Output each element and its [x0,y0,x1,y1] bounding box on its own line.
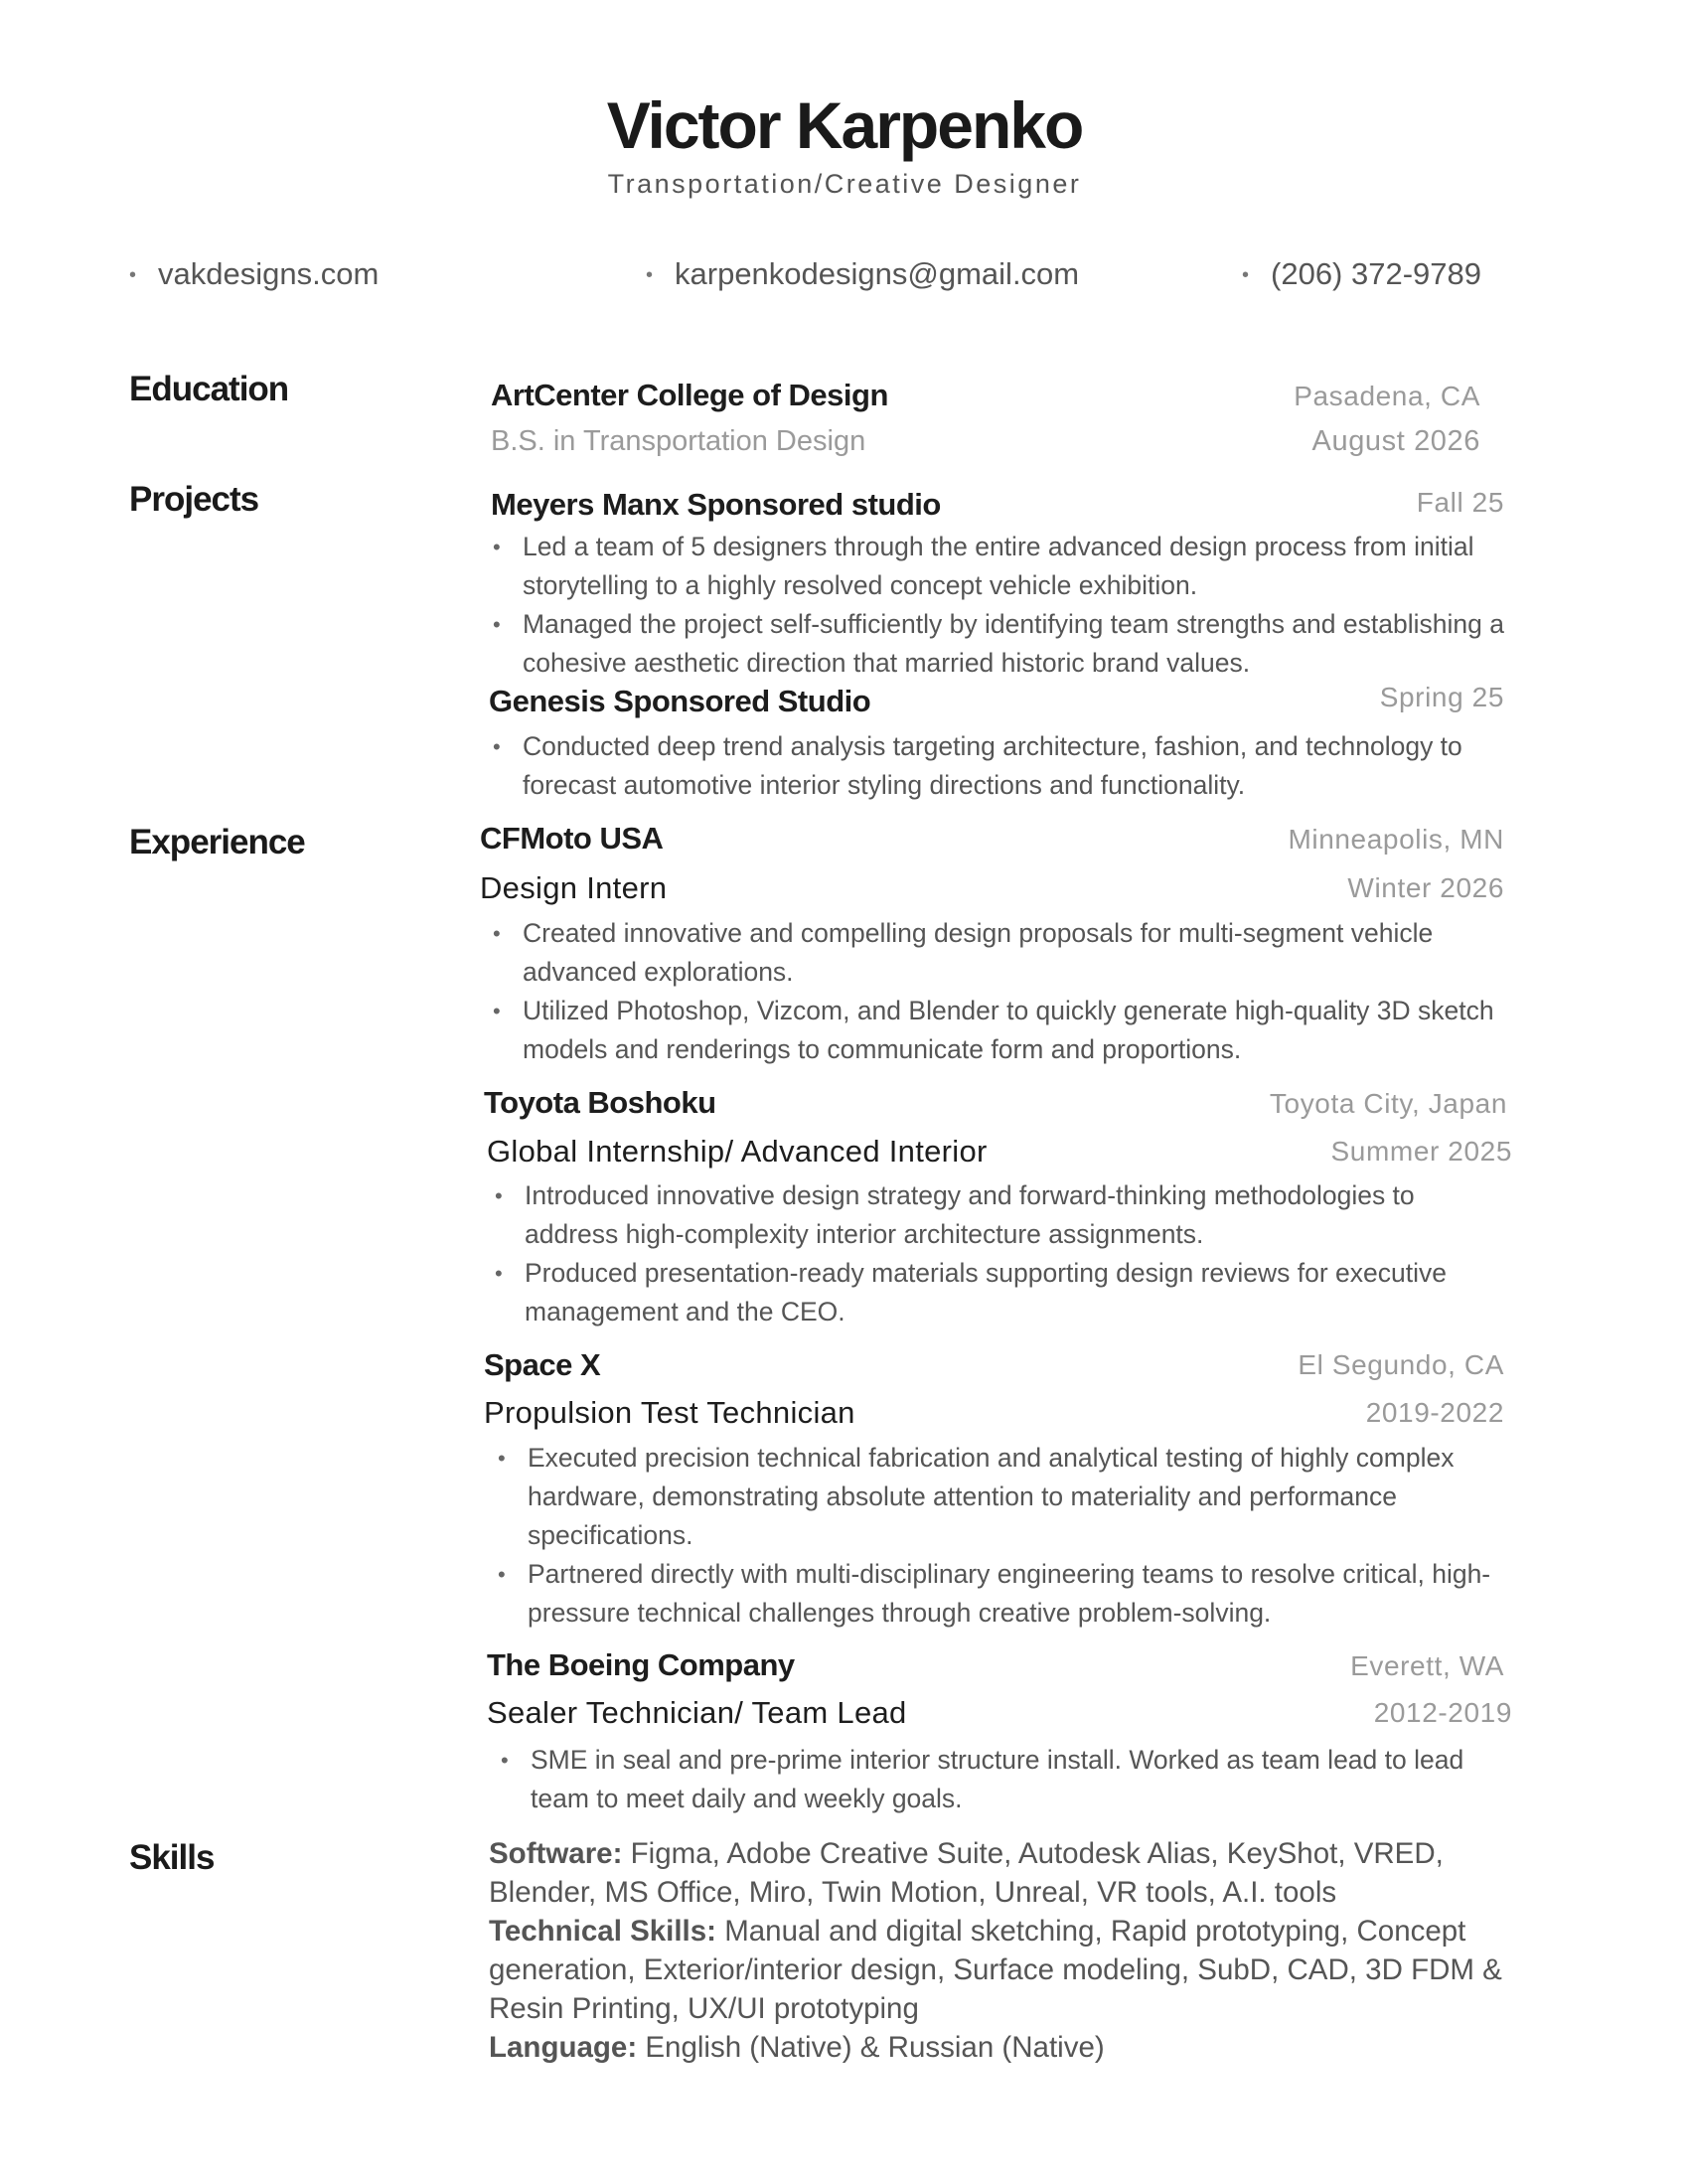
skills-technical [489,1912,1522,2028]
skills-block [489,1834,1522,2067]
education-school: ArtCenter College of Design [491,378,888,412]
phone-text[interactable]: (206) 372-9789 [1271,256,1482,291]
skills-software-text: Figma, Adobe Creative Suite, Autodesk Alias, KeyShot, VRED, Blender, MS Office, Miro, Twin Motion, Unreal, VR tools, A.I. tools [489,1837,1444,1909]
bullet-icon: • [129,264,137,287]
experience-bullets [493,914,1516,1069]
experience-date: 2019-2022 [1365,1397,1504,1428]
experience-company: The Boeing Company [487,1647,795,1682]
experience-location: Everett, WA [1350,1650,1504,1681]
list-item: • Introduced innovative design strategy and forward-thinking methodologies to address high-complexity interior architecture assignments. [495,1176,1508,1254]
experience-role: Design Intern [480,870,668,905]
section-projects: Projects [129,480,259,519]
experience-location: El Segundo, CA [1298,1349,1504,1380]
project-title: Genesis Sponsored Studio [489,684,871,718]
project-date: Spring 25 [1379,682,1504,712]
bullet-icon: • [1242,264,1250,287]
website-link[interactable]: vakdesigns.com [158,256,380,291]
experience-bullets [495,1176,1508,1331]
experience-role: Sealer Technician/ Team Lead [487,1695,907,1730]
list-item: • Conducted deep trend analysis targeting architecture, fashion, and technology to forecast automotive interior styling directions and functionality. [493,727,1526,805]
list-item: • Utilized Photoshop, Vizcom, and Blender to quickly generate high-quality 3D sketch models and renderings to communicate form and proportions. [493,992,1516,1069]
section-education: Education [129,370,289,408]
project-bullets [493,727,1526,805]
experience-company: Toyota Boshoku [484,1085,716,1120]
list-item: • Managed the project self-sufficiently by identifying team strengths and establishing a cohesive aesthetic direction that married historic brand values. [493,605,1526,683]
resume-title: Transportation/Creative Designer [607,169,1082,199]
education-date: August 2026 [1311,425,1480,457]
section-experience: Experience [129,823,305,861]
list-item: • Produced presentation-ready materials supporting design reviews for executive management and the CEO. [495,1254,1508,1331]
contact-email[interactable] [646,256,1079,292]
education-degree: B.S. in Transportation Design [491,425,866,457]
education-location: Pasadena, CA [1294,381,1480,411]
experience-bullets [498,1439,1511,1633]
experience-location: Minneapolis, MN [1288,824,1504,855]
experience-role: Propulsion Test Technician [484,1395,855,1430]
contact-website[interactable] [129,256,379,292]
skills-software [489,1834,1522,1912]
skills-language-label: Language: [489,2031,638,2064]
section-skills: Skills [129,1838,215,1877]
list-item: • Led a team of 5 designers through the entire advanced design process from initial storytelling to a highly resolved concept vehicle exhibition. [493,528,1526,605]
list-item: • Executed precision technical fabrication and analytical testing of highly complex hardware, demonstrating absolute attention to materiality and performance specifications. [498,1439,1511,1555]
experience-location: Toyota City, Japan [1269,1088,1507,1119]
resume-name: Victor Karpenko [606,88,1083,162]
bullet-icon: • [646,264,654,287]
list-item: • SME in seal and pre-prime interior structure install. Worked as team lead to lead team to meet daily and weekly goals. [501,1741,1494,1818]
project-title: Meyers Manx Sponsored studio [491,487,941,522]
experience-date: Summer 2025 [1330,1136,1512,1167]
list-item: • Created innovative and compelling design proposals for multi-segment vehicle advanced explorations. [493,914,1516,992]
project-bullets [493,528,1526,683]
skills-language [489,2028,1522,2067]
experience-date: 2012-2019 [1373,1697,1512,1728]
project-date: Fall 25 [1416,487,1504,518]
experience-company: CFMoto USA [480,821,664,856]
list-item: • Partnered directly with multi-disciplinary engineering teams to resolve critical, high-pressure technical challenges through creative problem-solving. [498,1555,1511,1633]
skills-software-label: Software: [489,1837,623,1870]
email-text[interactable]: karpenkodesigns@gmail.com [675,256,1080,291]
skills-technical-text: Manual and digital sketching, Rapid prototyping, Concept generation, Exterior/interior design, Surface modeling, SubD, CAD, 3D FDM & Resin Printing, UX/UI prototyping [489,1915,1502,2025]
experience-date: Winter 2026 [1347,872,1504,903]
skills-language-text: English (Native) & Russian (Native) [645,2031,1105,2064]
experience-company: Space X [484,1347,601,1382]
experience-role: Global Internship/ Advanced Interior [487,1134,988,1169]
experience-bullets [501,1741,1494,1818]
skills-technical-label: Technical Skills: [489,1915,716,1948]
contact-phone[interactable] [1242,256,1481,292]
